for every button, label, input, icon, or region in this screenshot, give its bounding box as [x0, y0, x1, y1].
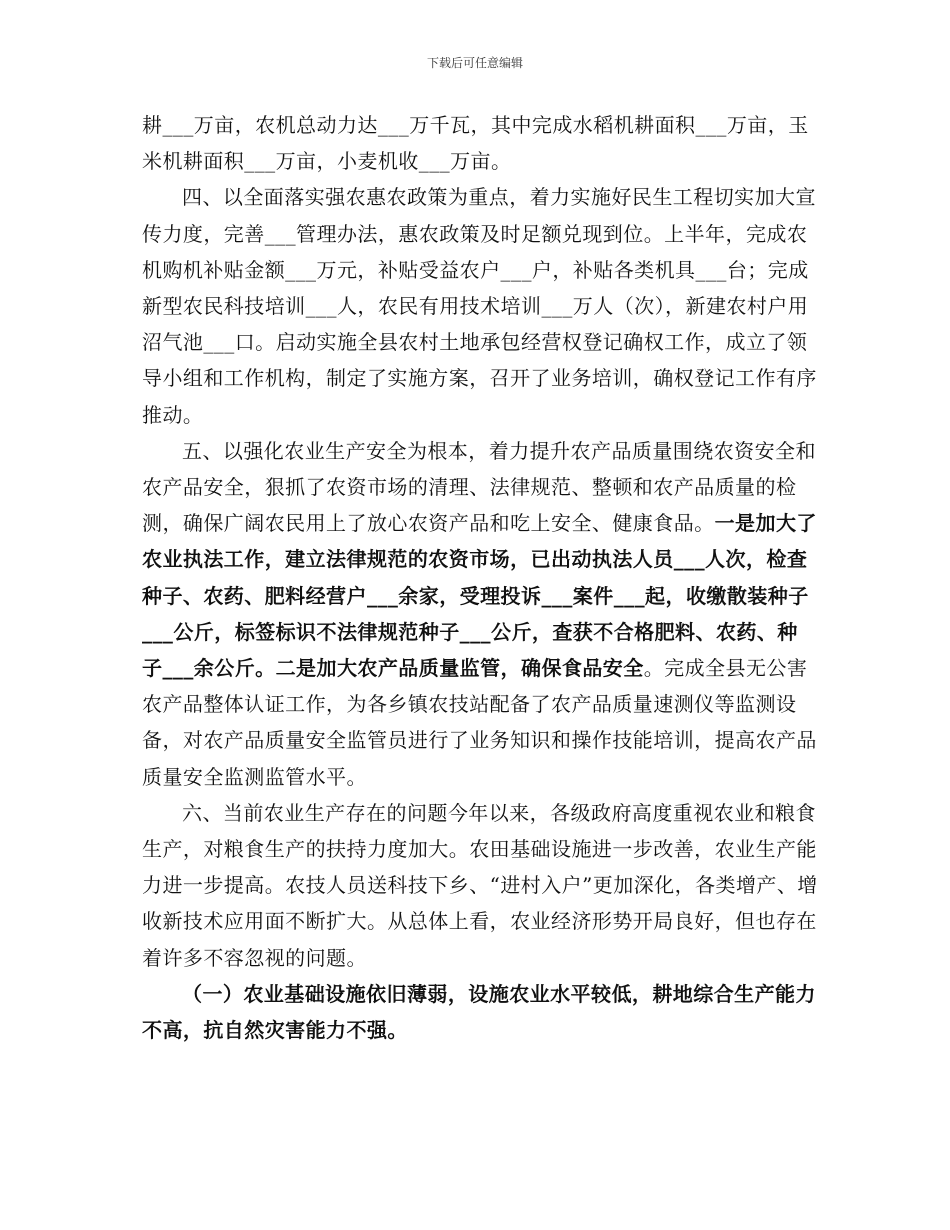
- paragraph-safety-rest: 。完成全县无公害农产品整体认证工作，为各乡镇农技站配备了农产品质量速测仪等监测设备，对农产品质量安全监管员进行了业务知识和操作技能培训，提高农产品质量安全监测监管水平。: [142, 656, 817, 789]
- document-body: [142, 107, 818, 1048]
- paragraph-safety-intro: 五、以强化农业生产安全为根本，着力提升农产品质量围绕农资安全和农产品安全，狠抓了农资市场的清理、法律规范、整顿和农产品质量的检测，确保广阔农民用上了放心农资产品和吃上安全、健康食品。: [142, 438, 816, 536]
- paragraph-safety: [142, 433, 818, 795]
- paragraph-problems: 六、当前农业生产存在的问题今年以来，各级政府高度重视农业和粮食生产，对粮食生产的扶持力度加大。农田基础设施进一步改善，农业生产能力进一步提高。农技人员送科技下乡、“进村入户”更加深化，各类增产、增收新技术应用面不断扩大。从总体上看，农业经济形势开局良好，但也存在着许多不容忽视的问题。: [142, 800, 818, 970]
- paragraph-policy: 四、以全面落实强农惠农政策为重点，着力实施好民生工程切实加大宣传力度，完善___管理办法，惠农政策及时足额兑现到位。上半年，完成农机购机补贴金额___万元，补贴受益农户___户，补贴各类机具___台；完成新型农民科技培训___人，农民有用技术培训___万人（次），新建农村户用沼气池___口。启动实施全县农村土地承包经营权登记确权工作，成立了领导小组和工作机构，制定了实施方案，召开了业务培训，确权登记工作有序推动。: [142, 185, 817, 427]
- paragraph-continuation: 耕___万亩，农机总动力达___万千瓦，其中完成水稻机耕面积___万亩，玉米机耕面积___万亩，小麦机收___万亩。: [142, 113, 809, 174]
- page-header: 下载后可任意编辑: [426, 56, 523, 70]
- paragraph-safety-bold: 一是加大了农业执法工作，建立法律规范的农资市场，已出动执法人员___人次，检查种子、农药、肥料经营户___余家，受理投诉___案件___起，收缴散装种子___公斤，标签标识不法律规范种子___公斤，查获不合格肥料、农药、种子___余公斤。二是加大农产品质量监管，确保食品安全: [142, 511, 817, 681]
- paragraph-subheading: （一）农业基础设施依旧薄弱，设施农业水平较低，耕地综合生产能力不高，抗自然灾害能力不强。: [142, 981, 816, 1043]
